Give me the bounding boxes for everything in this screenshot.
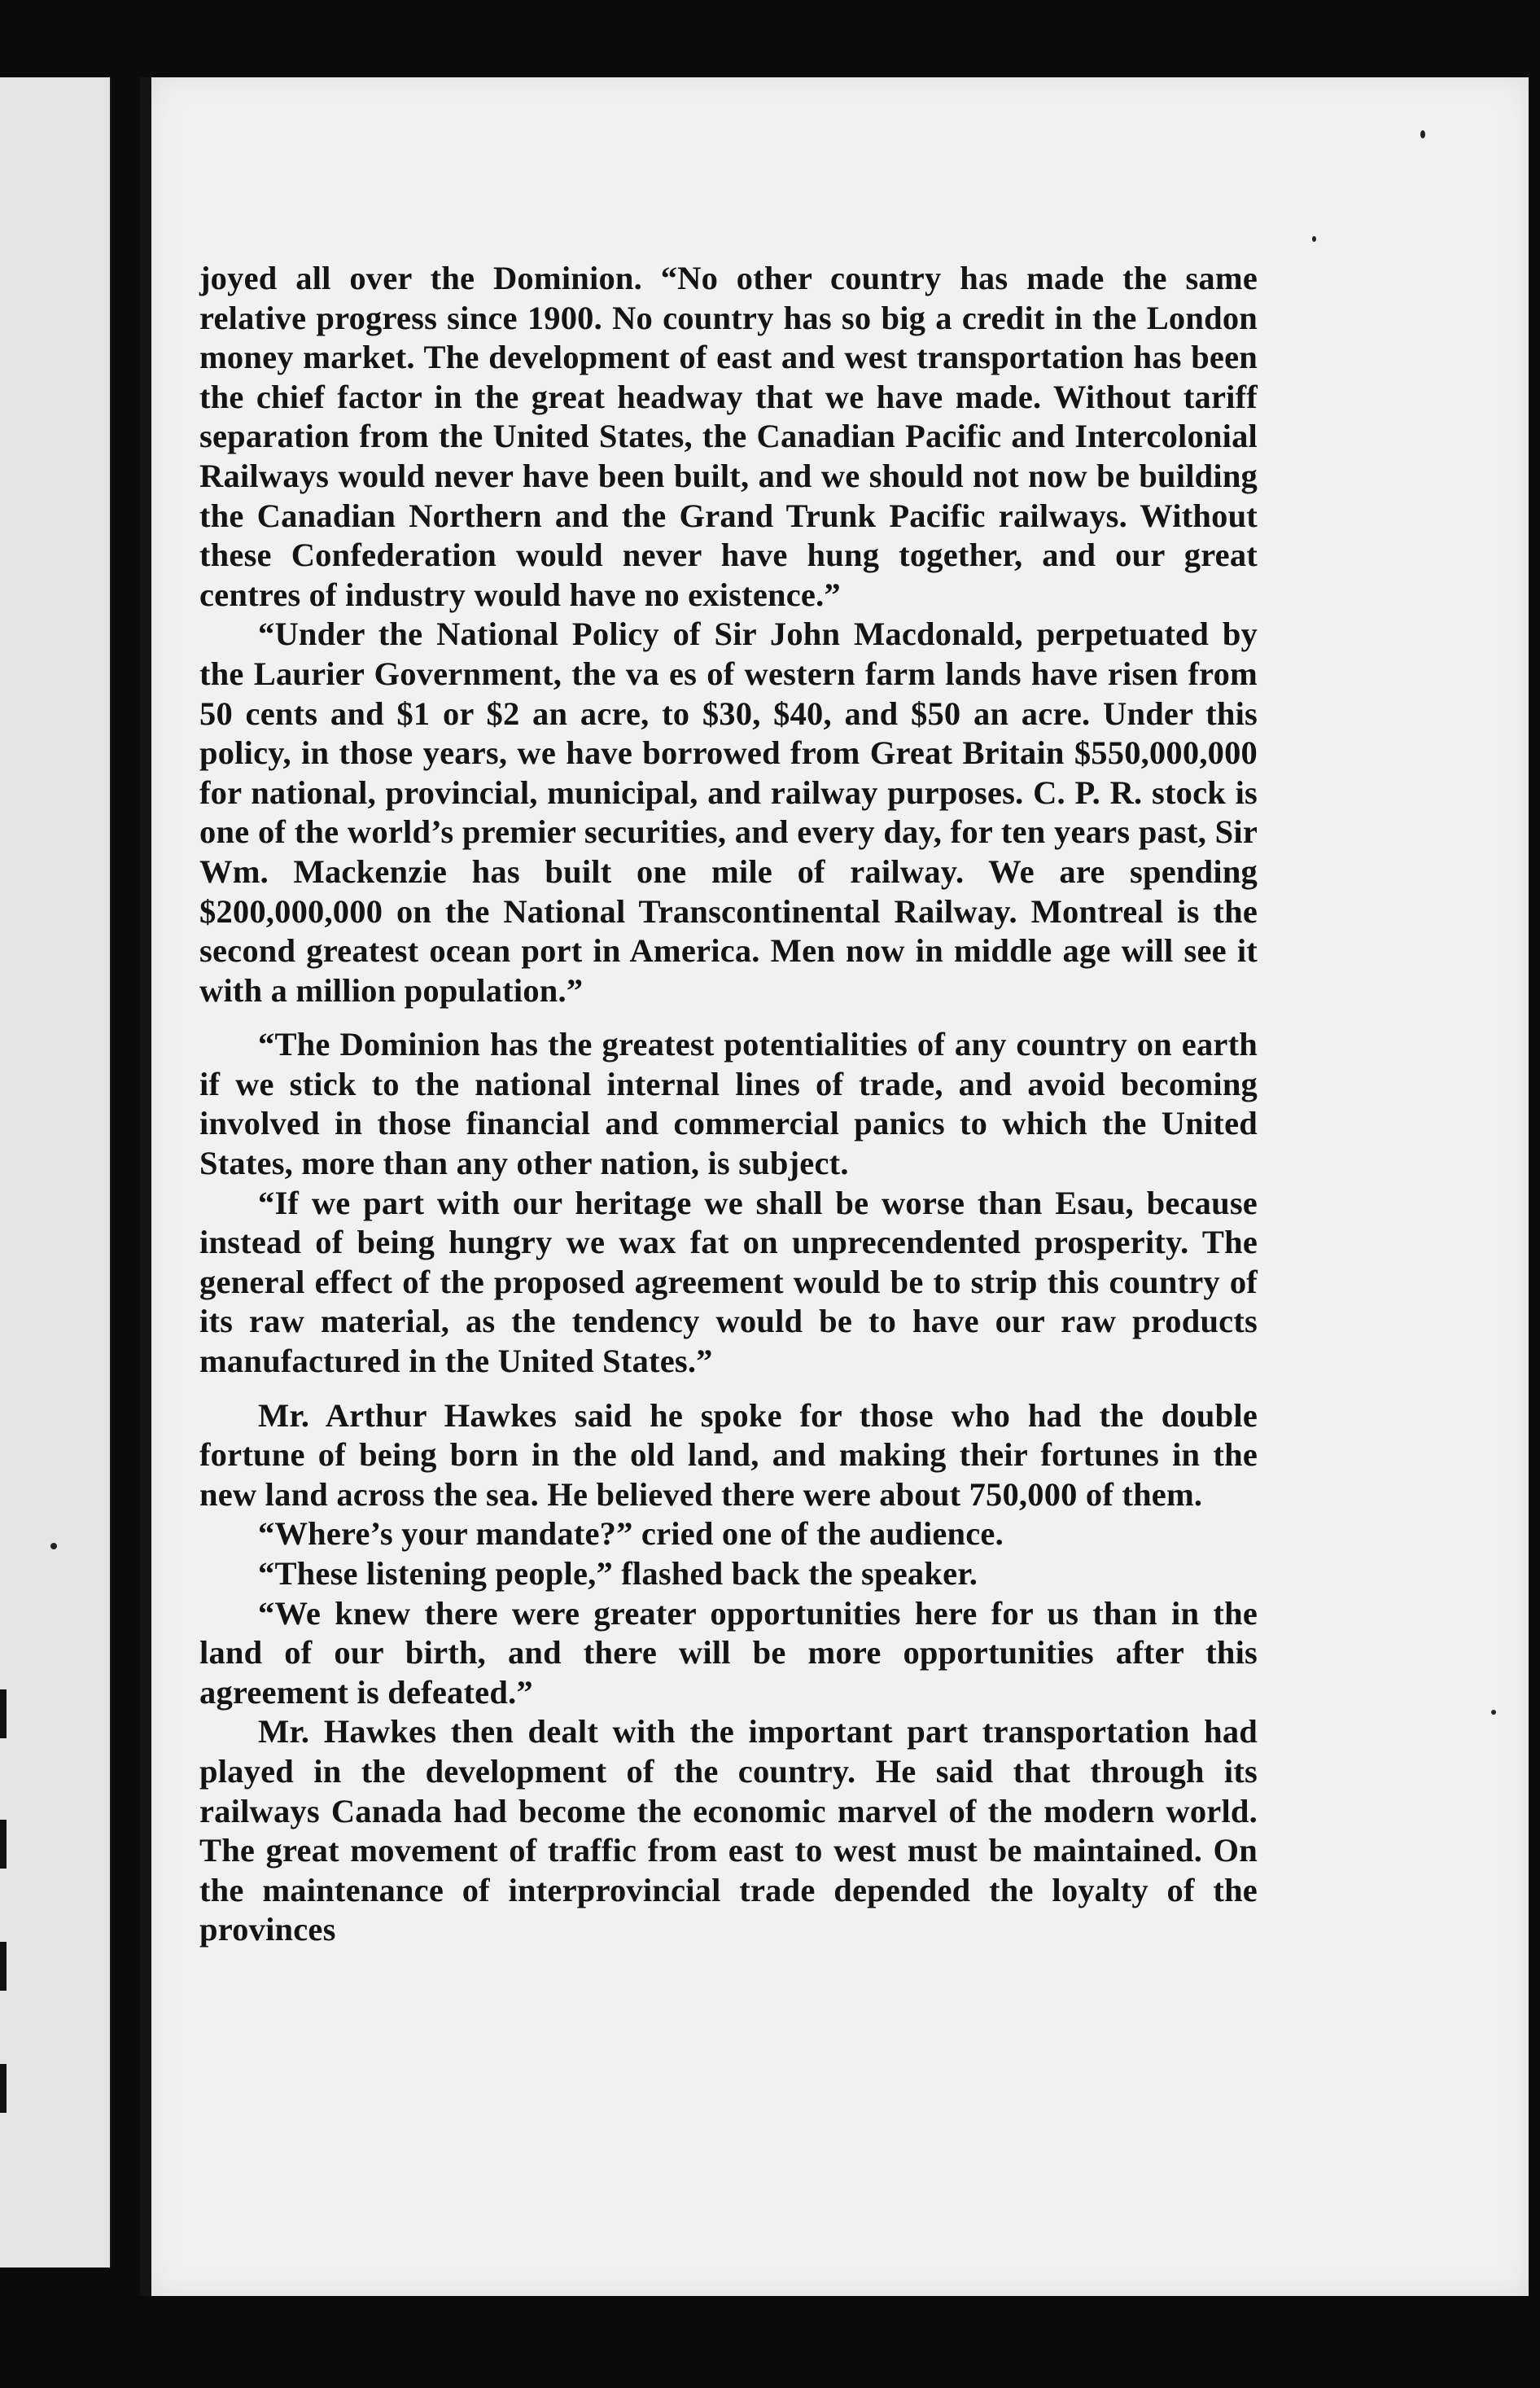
page-edge-mark — [0, 1942, 7, 1991]
paragraph: “If we part with our heritage we shall be worse than Esau, because instead of being hungry we wax fat on unprecendented prosperity. The general effect of the proposed agreement would be to strip this country of its raw material, as the tendency would be to have our raw products manufactured in the United States.” — [199, 1184, 1258, 1380]
scan-speck — [1312, 236, 1316, 242]
paragraph: joyed all over the Dominion. “No other country has made the same relative progress since 1900. No country has so big a credit in the London money market. The development of east and west transportation has been the chief factor in the great headway that we have made. Without tariff separation from the United States, the Canadian Pacific and Intercolonial Railways would never have been built, and we should not now be building the Canadian Northern and the Grand Trunk Pacific railways. Without these Confederation would never have hung together, and our great centres of industry would have no existence.” — [199, 260, 1258, 613]
body-text — [199, 259, 1258, 1950]
paragraph: “These listening people,” flashed back the speaker. — [258, 1555, 978, 1592]
page-edge-mark — [0, 1820, 7, 1869]
paragraph: Mr. Hawkes then dealt with the important part transportation had played in the development of the country. He said that through its railways Canada had become the economic marvel of the modern world. The great movement of traffic from east to west must be maintained. On the maintenance of interprovincial trade depended the loyalty of the provinces — [199, 1713, 1258, 1948]
paragraph: “We knew there were greater opportunities here for us than in the land of our birth, and there will be more opportunities after this agreement is defeated.” — [199, 1594, 1258, 1711]
scan-speck — [50, 1543, 57, 1549]
paragraph: Mr. Arthur Hawkes said he spoke for those who had the double fortune of being born in the old land, and making their fortunes in the new land across the sea. He believed there were about 750,000 of them. — [199, 1396, 1258, 1513]
page-edge-mark — [0, 2064, 7, 2113]
scan-speck — [1491, 1710, 1496, 1715]
scan-speck — [1420, 130, 1425, 138]
paragraph: “The Dominion has the greatest potentialities of any country on earth if we stick to the national internal lines of trade, and avoid becoming involved in those financial and commercial panics to which the United States, more than any other nation, is subject. — [199, 1026, 1258, 1182]
paragraph: “Under the National Policy of Sir John Macdonald, perpetuated by the Laurier Government, the va es of western farm lands have risen from 50 cents and $1 or $2 an acre, to $30, $40, and $50 an acre. Under this policy, in those years, we have borrowed from Great Britain $550,000,000 for national, provincial, municipal, and railway purposes. C. P. R. stock is one of the world’s premier securities, and every day, for ten years past, Sir Wm. Mackenzie has built one mile of railway. We are spending $200,000,000 on the National Transcontinental Railway. Montreal is the second greatest ocean port in America. Men now in middle age will see it with a million population.” — [199, 616, 1258, 1009]
adjacent-page-edge — [0, 77, 112, 2268]
page-edge-mark — [0, 1689, 7, 1738]
paragraph: “Where’s your mandate?” cried one of the audience. — [258, 1515, 1004, 1553]
